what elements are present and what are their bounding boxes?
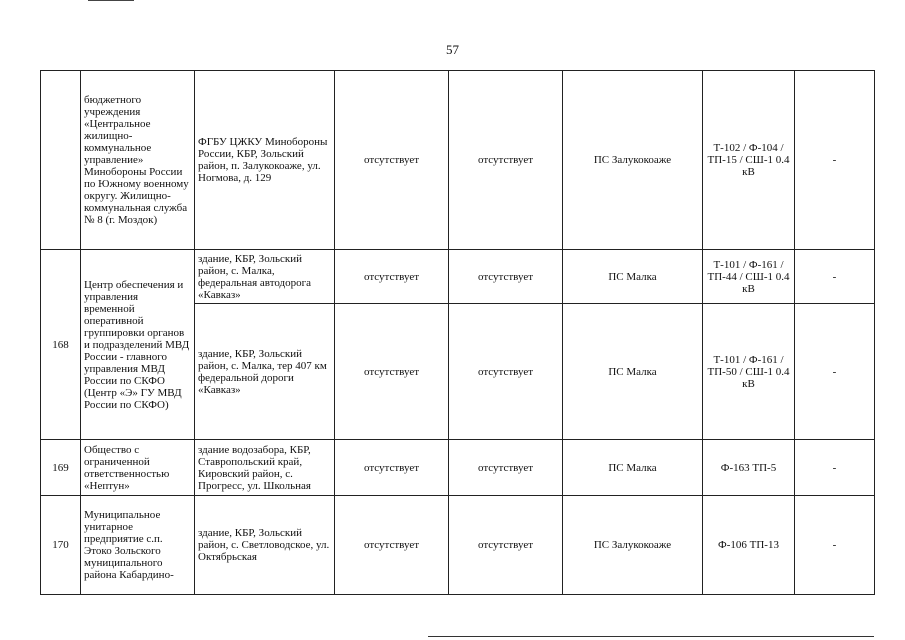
organization-name: Общество с ограниченной ответственностью «Нептун» (81, 440, 195, 496)
table-row (41, 250, 875, 304)
organization-name: Центр обеспечения и управления временной оперативной группировки органов и подразделений МВД России - главного управления МВД России по СКФО (Центр «Э» ГУ МВД России по СКФО) (81, 250, 195, 440)
object-address: здание водозабора, КБР, Ставропольский край, Кировский район, с. Прогресс, ул. Школьная (195, 440, 335, 496)
row-number: 170 (41, 496, 81, 595)
column-3-value: отсутствует (335, 496, 449, 595)
column-3-value: отсутствует (335, 304, 449, 440)
feeder-line: Ф-106 ТП-13 (703, 496, 795, 595)
object-address: здание, КБР, Зольский район, с. Малка, федеральная автодорога «Кавказ» (195, 250, 335, 304)
substation: ПС Залукокоаже (563, 496, 703, 595)
feeder-line: Т-101 / Ф-161 / ТП-44 / СШ-1 0.4 кВ (703, 250, 795, 304)
column-3-value: отсутствует (335, 440, 449, 496)
feeder-line: Т-101 / Ф-161 / ТП-50 / СШ-1 0.4 кВ (703, 304, 795, 440)
substation: ПС Малка (563, 440, 703, 496)
bottom-separator-line (428, 636, 874, 637)
table-row (41, 496, 875, 595)
substation: ПС Залукокоаже (563, 71, 703, 250)
feeder-line: Ф-163 ТП-5 (703, 440, 795, 496)
column-4-value: отсутствует (449, 440, 563, 496)
last-column-value: - (795, 304, 875, 440)
table-row (41, 440, 875, 496)
object-address: ФГБУ ЦЖКУ Минобороны России, КБР, Зольский район, п. Залукокоаже, ул. Ногмова, д. 129 (195, 71, 335, 250)
column-4-value: отсутствует (449, 496, 563, 595)
last-column-value: - (795, 496, 875, 595)
table-row (41, 71, 875, 250)
last-column-value: - (795, 71, 875, 250)
row-number: 168 (41, 250, 81, 440)
column-4-value: отсутствует (449, 304, 563, 440)
column-3-value: отсутствует (335, 250, 449, 304)
feeder-line: Т-102 / Ф-104 / ТП-15 / СШ-1 0.4 кВ (703, 71, 795, 250)
page-number: 57 (446, 42, 459, 57)
top-edge-line (88, 0, 134, 1)
row-number (41, 71, 81, 250)
objects-table (40, 70, 875, 595)
organization-name: Муниципальное унитарное предприятие с.п. Этоко Зольского муниципального района Кабардино- (81, 496, 195, 595)
last-column-value: - (795, 440, 875, 496)
last-column-value: - (795, 250, 875, 304)
substation: ПС Малка (563, 250, 703, 304)
column-3-value: отсутствует (335, 71, 449, 250)
organization-name: бюджетного учреждения «Центральное жилищно-коммунальное управление» Минобороны России по Южному военному округу. Жилищно-коммунальная служба № 8 (г. Моздок) (81, 71, 195, 250)
column-4-value: отсутствует (449, 71, 563, 250)
object-address: здание, КБР, Зольский район, с. Малка, тер 407 км федеральной дороги «Кавказ» (195, 304, 335, 440)
object-address: здание, КБР, Зольский район, с. Светловодское, ул. Октябрьская (195, 496, 335, 595)
row-number: 169 (41, 440, 81, 496)
column-4-value: отсутствует (449, 250, 563, 304)
substation: ПС Малка (563, 304, 703, 440)
